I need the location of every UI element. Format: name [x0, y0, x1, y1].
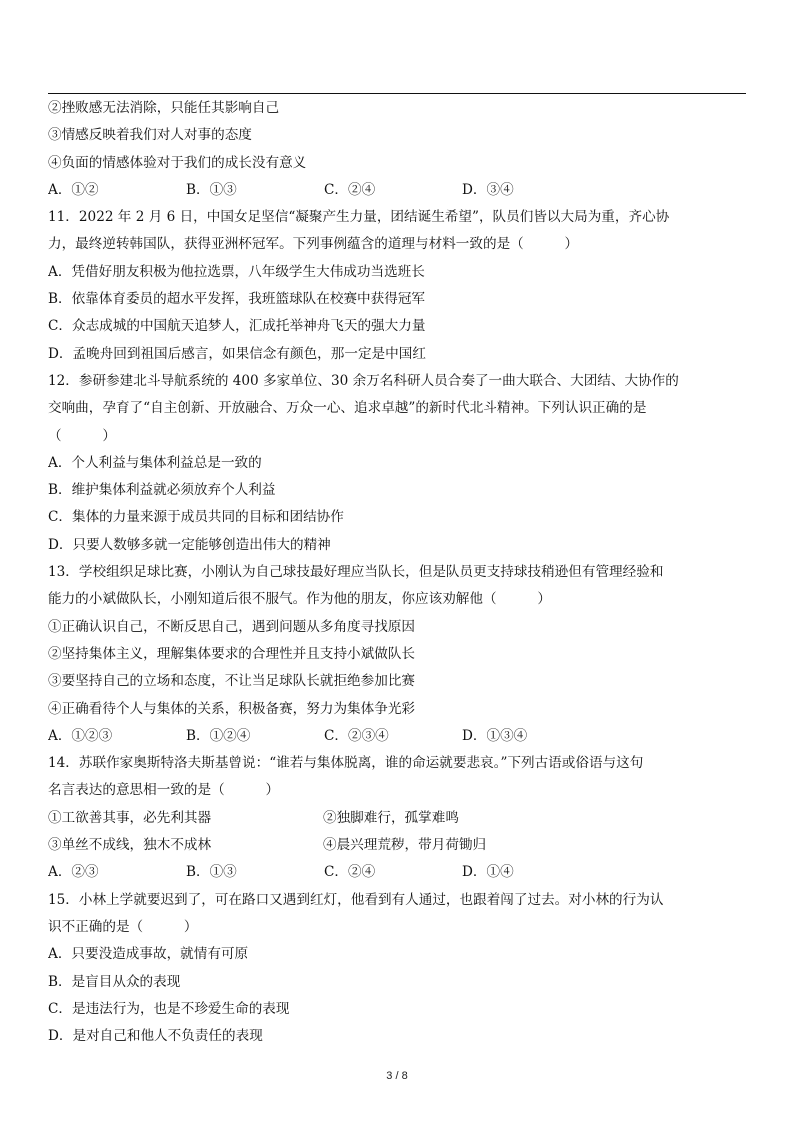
- statement-2: ②独脚难行，孤掌难鸣: [323, 809, 459, 826]
- statement-3: ③情感反映着我们对人对事的态度: [48, 127, 252, 144]
- question-stem: 13．学校组织足球比赛，小刚认为自己球技最好理应当队长，但是队员更支持球技稍逊但有管理经验和: [48, 564, 664, 581]
- option-d[interactable]: D．①③④: [462, 727, 528, 744]
- option-d[interactable]: D．①④: [462, 864, 514, 881]
- question-stem: 14．苏联作家奥斯特洛夫斯基曾说：“谁若与集体脱离，谁的命运就要悲哀。”下列古语或俗语与这句: [48, 755, 644, 772]
- option-c[interactable]: C．②④: [324, 864, 376, 881]
- question-stem: 识不正确的是（ ）: [48, 918, 198, 935]
- question-stem: 交响曲，孕育了“自主创新、开放融合、万众一心、追求卓越”的新时代北斗精神。下列认识正确的是: [48, 400, 647, 417]
- question-11: [48, 204, 748, 368]
- statement-row: [48, 832, 748, 859]
- answer-options: [48, 177, 748, 204]
- choice-d[interactable]: D．孟晚舟回到祖国后感言，如果信念有颜色，那一定是中国红: [48, 345, 426, 362]
- page-content: [48, 95, 748, 1050]
- option-c[interactable]: C．②③④: [324, 727, 389, 744]
- question-stem: 11．2022 年 2 月 6 日，中国女足坚信“凝聚产生力量，团结诞生希望”，队员们皆以大局为重，齐心协: [48, 209, 670, 226]
- choice-a[interactable]: A．只要没造成事故，就情有可原: [48, 946, 249, 963]
- answer-options: [48, 723, 748, 750]
- choice-b[interactable]: B．维护集体利益就必须放弃个人利益: [48, 482, 276, 499]
- choice-b[interactable]: B．依靠体育委员的超水平发挥，我班篮球队在校赛中获得冠军: [48, 291, 426, 308]
- question-14: [48, 750, 748, 886]
- option-b[interactable]: B．①③: [186, 864, 237, 881]
- option-c[interactable]: C．②④: [324, 181, 376, 198]
- choice-a[interactable]: A．凭借好朋友积极为他拉选票，八年级学生大伟成功当选班长: [48, 263, 425, 280]
- question-12: [48, 368, 748, 559]
- choice-c[interactable]: C．集体的力量来源于成员共同的目标和团结协作: [48, 509, 344, 526]
- statement-1: ①正确认识自己，不断反思自己，遇到问题从多角度寻找原因: [48, 618, 416, 635]
- choice-a[interactable]: A．个人利益与集体利益总是一致的: [48, 454, 262, 471]
- answer-bracket: （ ）: [48, 427, 116, 444]
- statement-1: ①工欲善其事，必先利其器: [48, 809, 212, 826]
- statement-3: ③要坚持自己的立场和态度，不让当足球队长就拒绝参加比赛: [48, 673, 416, 690]
- statement-row: [48, 805, 748, 832]
- option-b[interactable]: B．①②④: [186, 727, 251, 744]
- statement-4: ④晨兴理荒秽，带月荷锄归: [323, 837, 487, 854]
- answer-options: [48, 859, 748, 886]
- question-13: [48, 559, 748, 750]
- header-rule: [48, 93, 746, 94]
- statement-2: ②坚持集体主义，理解集体要求的合理性并且支持小斌做队长: [48, 645, 416, 662]
- question-15: [48, 887, 748, 1051]
- question-stem: 力，最终逆转韩国队，获得亚洲杯冠军。下列事例蕴含的道理与材料一致的是（ ）: [48, 236, 579, 253]
- page-number: 3 / 8: [386, 1070, 408, 1082]
- option-a[interactable]: A．②③: [48, 864, 99, 881]
- option-b[interactable]: B．①③: [186, 181, 237, 198]
- statement-2: ②挫败感无法消除，只能任其影响自己: [48, 100, 280, 116]
- question-stem: 能力的小斌做队长，小刚知道后很不服气。作为他的朋友，你应该劝解他（ ）: [48, 591, 551, 608]
- question-stem: 名言表达的意思相一致的是（ ）: [48, 782, 280, 799]
- option-a[interactable]: A．①②③: [48, 727, 113, 744]
- question-10-continuation: [48, 95, 748, 204]
- statement-3: ③单丝不成线，独木不成林: [48, 837, 212, 854]
- question-stem: 12．参研参建北斗导航系统的 400 多家单位、30 余万名科研人员合奏了一曲大联合、大团结、大协作的: [48, 372, 679, 389]
- choice-c[interactable]: C．众志成城的中国航天追梦人，汇成托举神舟飞天的强大力量: [48, 318, 426, 335]
- choice-d[interactable]: D．只要人数够多就一定能够创造出伟大的精神: [48, 536, 331, 553]
- choice-d[interactable]: D．是对自己和他人不负责任的表现: [48, 1028, 263, 1045]
- choice-b[interactable]: B．是盲目从众的表现: [48, 973, 181, 990]
- statement-4: ④正确看待个人与集体的关系，积极备赛，努力为集体争光彩: [48, 700, 416, 717]
- option-d[interactable]: D．③④: [462, 181, 514, 198]
- statement-4: ④负面的情感体验对于我们的成长没有意义: [48, 154, 307, 171]
- option-a[interactable]: A．①②: [48, 181, 99, 198]
- question-stem: 15．小林上学就要迟到了，可在路口又遇到红灯，他看到有人通过，也跟着闯了过去。对小林的行为认: [48, 891, 664, 908]
- choice-c[interactable]: C．是违法行为，也是不珍爱生命的表现: [48, 1000, 290, 1017]
